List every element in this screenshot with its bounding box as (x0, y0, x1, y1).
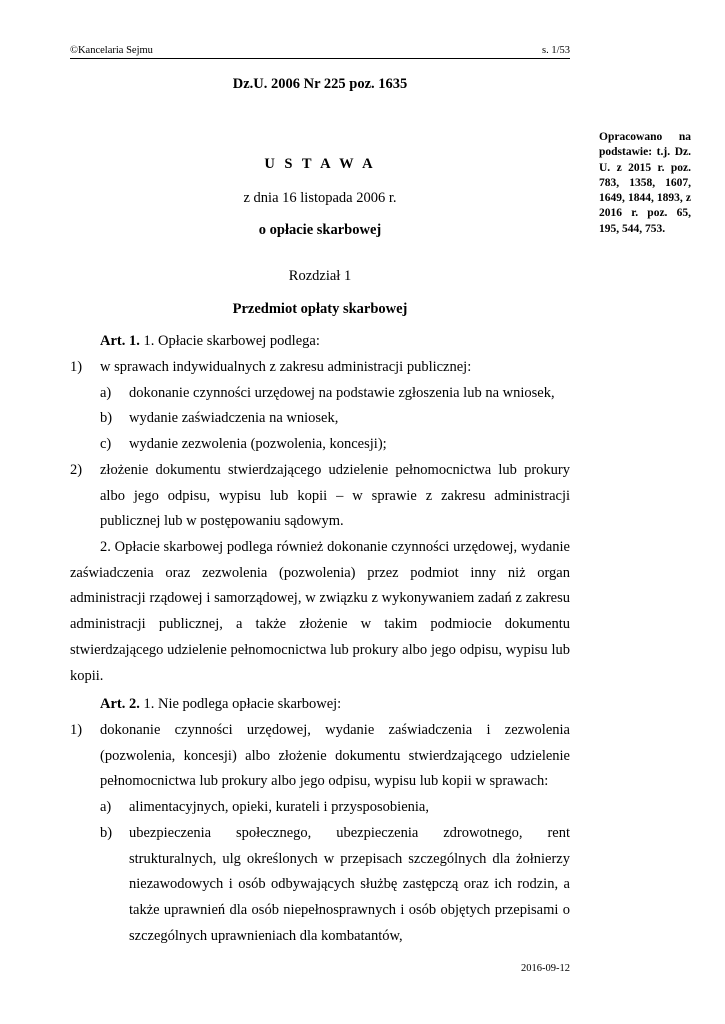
footer-date: 2016-09-12 (521, 963, 570, 974)
chapter-number: Rozdział 1 (288, 268, 352, 284)
art2-intro (100, 692, 570, 718)
header-publisher: ©Kancelaria Sejmu (70, 45, 153, 56)
header-page-number: s. 1/53 (541, 45, 570, 56)
art1-item1-text: w sprawach indywidualnych z zakresu administracji publicznej: (100, 359, 472, 375)
art1-paragraph-2: 2. Opłacie skarbowej podlega również dokonanie czynności urzędowej, wydanie zaświadczenia oraz zezwolenia (pozwolenia) przez podmiot inny niż organ administracji rządowej i samorządowej, w związku z wykonywaniem zadań z zakresu administracji publicznej, a także złożenie w takim podmiocie dokumentu stwierdzającego udzielenie pełnomocnictwa lub prokury albo jego odpisu, wypisu lub kopii. (70, 539, 570, 684)
art1-sub-b-letter: b) (100, 410, 113, 426)
act-type: U S T A W A (264, 156, 376, 172)
art2-sub-a-text: alimentacyjnych, opieki, kurateli i przysposobienia, (129, 799, 429, 815)
art1-sub-c-letter: c) (100, 436, 112, 452)
art1-item2-text: złożenie dokumentu stwierdzającego udzielenie pełnomocnictwa lub prokury albo jego odpisu, wypisu lub kopii – w sprawie z zakresu administracji publicznej lub w postępowaniu sądowym. (100, 462, 570, 530)
side-note: Opracowano na podstawie: t.j. Dz. U. z 2015 r. poz. 783, 1358, 1607, 1649, 1844, 1893, z 2016 r. poz. 65, 195, 544, 753. (599, 131, 691, 235)
art2-item1-number: 1) (70, 722, 83, 738)
art1-sub-a-letter: a) (100, 385, 112, 401)
art2-label: Art. 2. (100, 696, 140, 712)
act-subject: o opłacie skarbowej (258, 222, 382, 238)
act-date: z dnia 16 listopada 2006 r. (243, 190, 397, 206)
art1-item2-number: 2) (70, 462, 83, 478)
art2-item1-text: dokonanie czynności urzędowej, wydanie zaświadczenia i zezwolenia (pozwolenia, koncesji) albo złożenie dokumentu stwierdzającego udzielenie pełnomocnictwa lub prokury albo jego odpisu, wypisu lub kopii w sprawach: (100, 722, 570, 790)
art1-sub-a-text: dokonanie czynności urzędowej na podstawie zgłoszenia lub na wniosek, (129, 385, 555, 401)
journal-citation: Dz.U. 2006 Nr 225 poz. 1635 (232, 76, 408, 92)
header-divider (70, 58, 570, 59)
art2-sub-b-text: ubezpieczenia społecznego, ubezpieczenia zdrowotnego, rent strukturalnych, ulg określonych w przepisach szczególnych dla żołnierzy niezawodowych i osób odbywających służbę zastępczą oraz ich rodzin, a także uprawnień dla osób niepełnosprawnych i osób objętych przepisami o szczególnych uprawnieniach dla kombatantów, (129, 825, 570, 944)
chapter-title: Przedmiot opłaty skarbowej (232, 301, 408, 317)
art2-sub-b-letter: b) (100, 825, 113, 841)
art1-sub-b-text: wydanie zaświadczenia na wniosek, (129, 410, 339, 426)
art1-intro-text: 1. Opłacie skarbowej podlega: (139, 333, 320, 349)
art1-intro (100, 329, 570, 355)
art1-item1-number: 1) (70, 359, 83, 375)
art2-sub-a-letter: a) (100, 799, 112, 815)
art2-intro-text: 1. Nie podlega opłacie skarbowej: (139, 696, 342, 712)
art1-label: Art. 1. (100, 333, 140, 349)
art1-sub-c-text: wydanie zezwolenia (pozwolenia, koncesji); (129, 436, 387, 452)
